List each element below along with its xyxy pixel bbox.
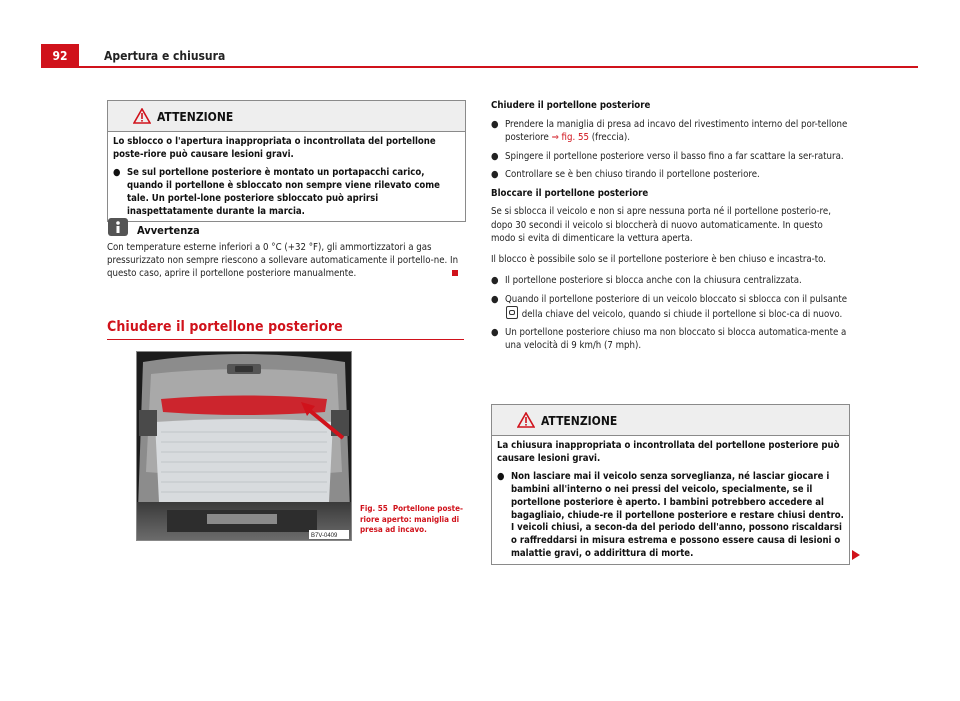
- warning-triangle-icon: [517, 412, 535, 428]
- figure-link[interactable]: ⇒ fig. 55: [551, 132, 589, 144]
- section-title: Chiudere il portellone posteriore: [107, 319, 343, 335]
- lock-heading: Bloccare il portellone posteriore: [491, 188, 649, 200]
- section-end-mark: [452, 270, 458, 276]
- note-title: Avvertenza: [137, 224, 200, 237]
- continue-arrow-icon: [852, 550, 860, 560]
- page-number: 92: [52, 49, 68, 63]
- warning-intro: La chiusura inappropriata o incontrollata del portellone posteriore può causare lesioni gravi.: [497, 440, 840, 464]
- right-column: [491, 99, 848, 353]
- lock-bullet-1: ● Il portellone posteriore si blocca anche con la chiusura centralizzata.: [491, 275, 802, 287]
- note-info-icon: [107, 217, 129, 237]
- warning-box-right: [491, 404, 850, 565]
- close-step-2: ● Spingere il portellone posteriore verso il basso fino a far scattare la ser-ratura.: [491, 150, 844, 162]
- section-rule: [107, 339, 464, 340]
- close-step-3: ● Controllare se è ben chiuso tirando il portellone posteriore.: [491, 168, 760, 180]
- warning-bullet: ● Se sul portellone posteriore è montato un portapacchi carico, quando il portellone è sbloccato non sempre viene rilevato come tale. Un portel-lone posteriore sbloccato può aprirsi inaspettatamente durante la marcia.: [113, 166, 440, 217]
- lock-bullet-3: ● Un portellone posteriore chiuso ma non bloccato si blocca automatica-mente a una velocità di 9 km/h (7 mph).: [491, 327, 847, 352]
- note-header: [107, 217, 200, 241]
- warning-header: [492, 405, 849, 436]
- warning-bullet: ● Non lasciare mai il veicolo senza sorveglianza, né lasciar giocare i bambini all'interno o nei pressi del veicolo, specialmente, se il portellone posteriore è aperto. I bambini potrebbero accedere al bagagliaio, chiude-re il portellone posteriore e restare chiusi dentro. I veicoli chiusi, a secon-da del periodo dell'anno, possono riscaldarsi o raffreddarsi in misura estrema e possono essere causa di lesioni o malattie gravi, o addirittura di morte.: [497, 470, 844, 560]
- warning-triangle-icon: [133, 108, 151, 124]
- warning-title: ATTENZIONE: [541, 414, 618, 428]
- warning-header: [108, 101, 465, 132]
- figure-caption: Fig. 55 Portellone poste-riore aperto: maniglia di presa ad incavo.: [360, 504, 463, 535]
- warning-body: [492, 436, 849, 564]
- warning-box-left: [107, 100, 466, 222]
- close-heading: Chiudere il portellone posteriore: [491, 100, 651, 111]
- key-unlock-button-icon: [506, 306, 518, 319]
- lock-paragraph-2: Il blocco è possibile solo se il portellone posteriore è ben chiuso e incastra-to.: [491, 254, 827, 266]
- chapter-title: Apertura e chiusura: [104, 49, 226, 63]
- warning-body: [108, 132, 465, 221]
- warning-intro: Lo sblocco o l'apertura inappropriata o incontrollata del portellone poste-riore può causare lesioni gravi.: [113, 136, 436, 160]
- tailgate-figure: [136, 351, 352, 541]
- lock-paragraph-1: Se si sblocca il veicolo e non si apre nessuna porta né il portellone posterio-re, dopo 30 secondi il veicolo si bloccherà di nuovo automaticamente. In questo modo si evita di dimenticare la vettura aperta.: [491, 206, 831, 244]
- header-rule: [79, 66, 918, 68]
- close-step-1: ● Prendere la maniglia di presa ad incavo del rivestimento interno del por-tellone posteriore ⇒ fig. 55 (freccia).: [491, 119, 848, 144]
- warning-title: ATTENZIONE: [157, 110, 234, 124]
- note-text: Con temperature esterne inferiori a 0 °C (+32 °F), gli ammortizzatori a gas pressurizzato non sempre riescono a sollevare automaticamente il portello-ne. In questo caso, aprire il portellone posteriore manualmente.: [107, 242, 459, 280]
- figure-code: B7V-0409: [311, 533, 338, 539]
- lock-bullet-2: ● Quando il portellone posteriore di un veicolo bloccato si sblocca con il pulsante della chiave del veicolo, quando si chiude il portellone si bloc-ca di nuovo.: [491, 293, 848, 320]
